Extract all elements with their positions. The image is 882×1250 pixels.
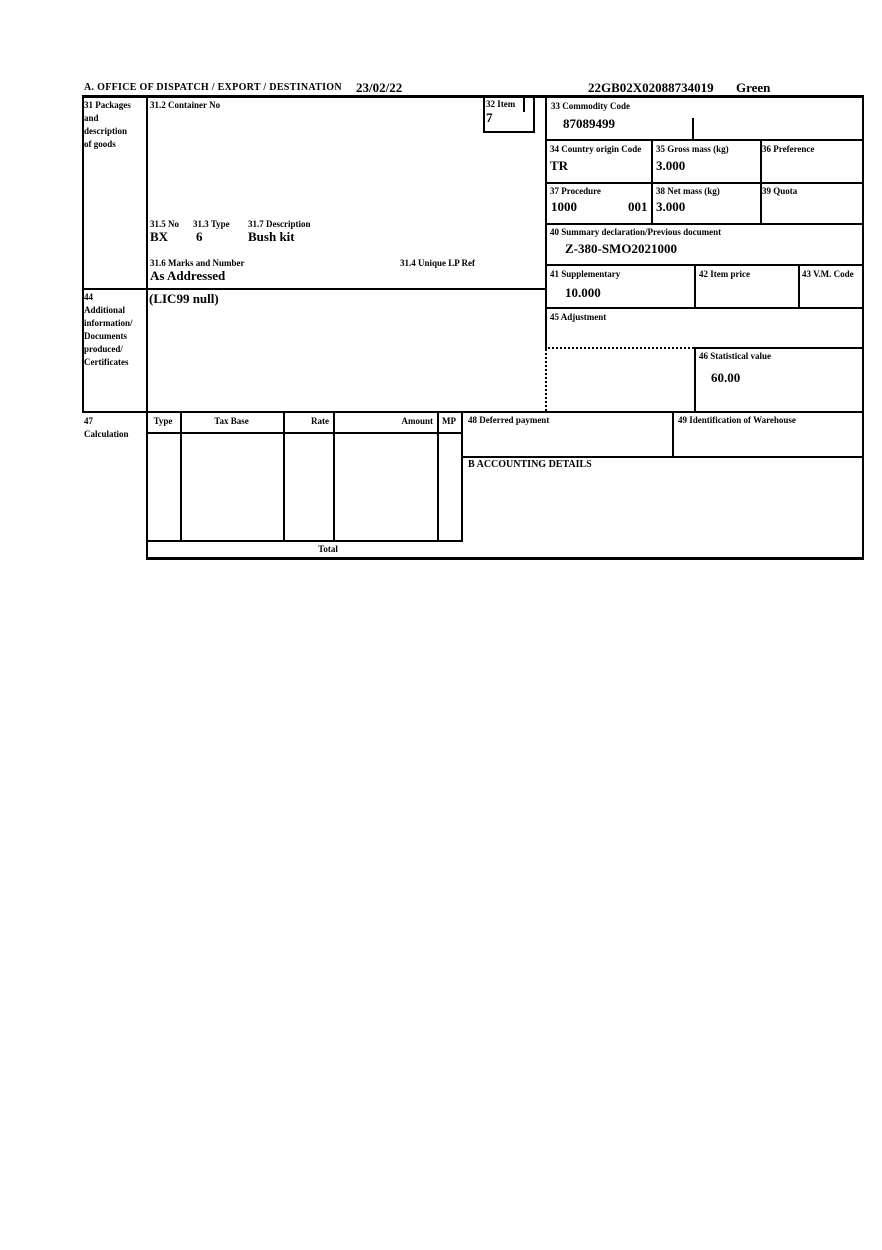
- table-header-rate: Rate: [311, 416, 329, 426]
- table-col-divider-1: [180, 411, 182, 542]
- box48-label: 48 Deferred payment: [468, 415, 550, 425]
- box44-label-line: information/: [84, 318, 133, 328]
- table-header-type: Type: [153, 416, 173, 426]
- box32-left-border: [483, 95, 485, 133]
- box31-no-label: 31.5 No: [150, 219, 179, 229]
- box42-label: 42 Item price: [699, 269, 750, 279]
- box35-gross-mass: 3.000: [656, 158, 686, 173]
- routing-status: Green: [736, 80, 771, 95]
- box31-label-line: 31 Packages: [84, 100, 131, 110]
- box31-no-value: BX: [150, 229, 169, 244]
- table-right-border: [461, 411, 463, 542]
- dotted-horizontal-border: [545, 347, 694, 349]
- box46-label: 46 Statistical value: [699, 351, 771, 361]
- box37-label: 37 Procedure: [550, 186, 601, 196]
- box37-procedure-code: 1000: [551, 199, 577, 214]
- declaration-date: 23/02/22: [356, 80, 403, 95]
- box38-net-mass: 3.000: [656, 199, 686, 214]
- form-right-border: [862, 95, 864, 560]
- box44-label-line: produced/: [84, 344, 123, 354]
- movement-reference-number: 22GB02X02088734019: [588, 80, 714, 95]
- box34-row-bottom-border: [545, 182, 864, 184]
- box31-container-no-label: 31.2 Container No: [150, 100, 221, 110]
- box31-type-value: 6: [196, 229, 203, 244]
- box45-label: 45 Adjustment: [550, 312, 607, 322]
- box44-top-border: [82, 288, 547, 290]
- box36-label: 36 Preference: [762, 144, 815, 154]
- box39-label: 39 Quota: [762, 186, 798, 196]
- box44-label-line: 44: [84, 292, 93, 302]
- middle-right-divider: [545, 95, 547, 349]
- table-header-bottom-border: [146, 432, 463, 434]
- box34-country-code: TR: [550, 158, 569, 173]
- box38-label: 38 Net mass (kg): [656, 186, 720, 196]
- table-col-divider-2: [283, 411, 285, 542]
- box31-description-value: Bush kit: [248, 229, 295, 244]
- dotted-vertical-border: [545, 349, 547, 411]
- box32-item-number: 7: [486, 110, 493, 125]
- box31-description-label: 31.7 Description: [248, 219, 311, 229]
- label-column-divider: [146, 95, 148, 560]
- box35-label: 35 Gross mass (kg): [656, 144, 729, 154]
- table-bottom-border: [146, 540, 463, 542]
- box34-box35-divider: [651, 139, 653, 225]
- box32-label: 32 Item: [486, 99, 516, 109]
- box44-additional-info-value: (LIC99 null): [149, 291, 219, 306]
- box32-bottom-border: [483, 131, 535, 133]
- accounting-details-label: B ACCOUNTING DETAILS: [468, 459, 592, 470]
- box40-previous-document: Z-380-SMO2021000: [565, 241, 677, 256]
- box40-bottom-border: [545, 264, 864, 266]
- form-bottom-border: [146, 557, 864, 560]
- box46-top-border: [694, 347, 864, 349]
- box31-label-line: of goods: [84, 139, 116, 149]
- box41-box42-divider: [694, 264, 696, 309]
- box44-label-line: Additional: [84, 305, 126, 315]
- box41-row-bottom-border: [545, 307, 864, 309]
- office-of-dispatch-label: A. OFFICE OF DISPATCH / EXPORT / DESTINATION: [84, 82, 342, 93]
- box44-label-line: Documents: [84, 331, 127, 341]
- box31-label-line: description: [84, 126, 128, 136]
- box49-label: 49 Identification of Warehouse: [678, 415, 796, 425]
- box37-row-bottom-border: [545, 223, 864, 225]
- box31-lp-ref-label: 31.4 Unique LP Ref: [400, 258, 476, 268]
- box33-label: 33 Commodity Code: [551, 101, 630, 111]
- box46-statistical-value: 60.00: [711, 370, 741, 385]
- box40-label: 40 Summary declaration/Previous document: [550, 227, 722, 237]
- form-top-border: [82, 95, 864, 98]
- box41-label: 41 Supplementary: [550, 269, 621, 279]
- box32-right-border: [533, 95, 535, 133]
- box44-label-line: Certificates: [84, 357, 129, 367]
- box41-supplementary-units: 10.000: [565, 285, 601, 300]
- box37-procedure-extra: 001: [628, 199, 648, 214]
- box34-label: 34 Country origin Code: [550, 144, 642, 154]
- box33-commodity-code: 87089499: [563, 116, 615, 131]
- box31-type-label: 31.3 Type: [193, 219, 230, 229]
- table-col-divider-4: [437, 411, 439, 542]
- calculation-row-top-border: [82, 411, 864, 413]
- box32-inner-divider: [523, 95, 525, 112]
- box46-left-border: [694, 347, 696, 413]
- box47-label-line: 47: [84, 416, 93, 426]
- table-col-divider-3: [333, 411, 335, 542]
- box31-marks-label: 31.6 Marks and Number: [150, 258, 245, 268]
- table-header-mp: MP: [442, 416, 456, 426]
- box31-marks-value: As Addressed: [150, 268, 226, 283]
- box42-box43-divider: [798, 264, 800, 309]
- table-header-tax-base: Tax Base: [214, 416, 249, 426]
- table-header-amount: Amount: [401, 416, 433, 426]
- box33-inner-divider: [692, 118, 694, 141]
- box47-label-line: Calculation: [84, 429, 129, 439]
- box33-bottom-border: [545, 139, 864, 141]
- accounting-top-border: [461, 456, 864, 458]
- box43-label: 43 V.M. Code: [802, 269, 854, 279]
- box31-label-line: and: [84, 113, 99, 123]
- table-total-label: Total: [318, 544, 338, 554]
- box48-box49-divider: [672, 411, 674, 458]
